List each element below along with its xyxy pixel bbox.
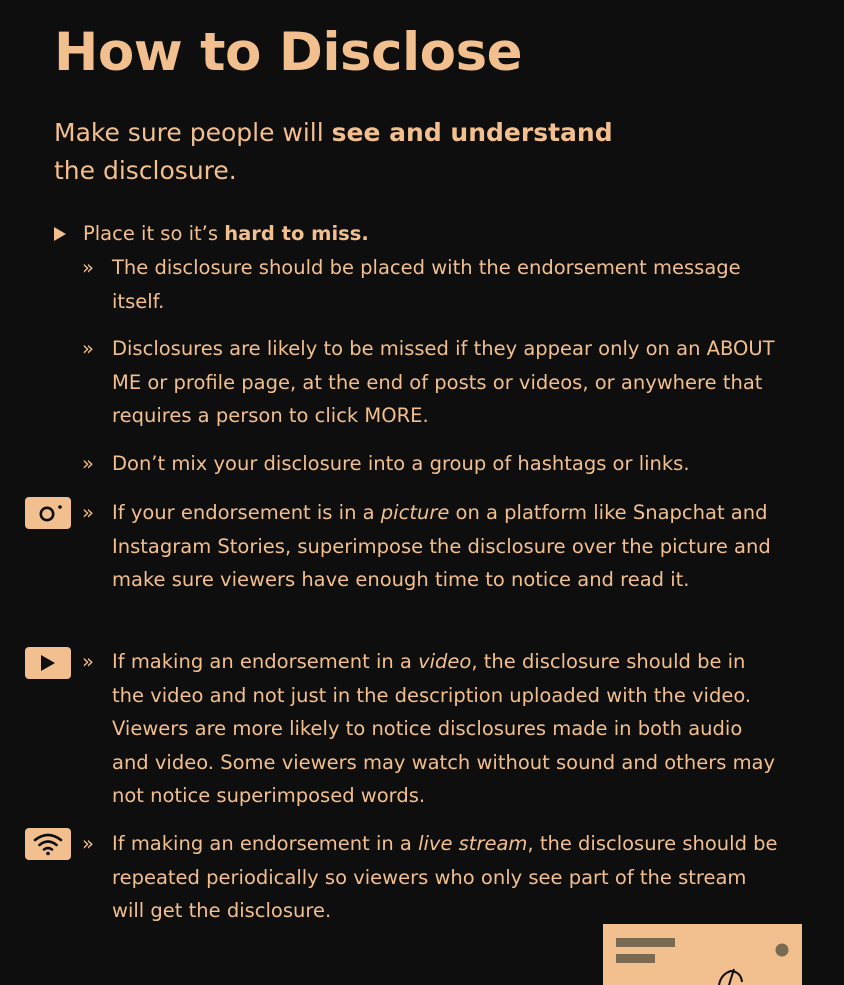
- list-item: [82, 496, 782, 597]
- list-item-emphasis: picture: [380, 501, 450, 524]
- page-title: How to Disclose: [54, 22, 523, 83]
- chevron-icon: »: [82, 501, 94, 524]
- triangle-bullet-icon: [54, 227, 66, 241]
- subtitle-text-1: Make sure people will: [54, 118, 332, 147]
- chevron-icon: »: [82, 256, 94, 279]
- chevron-icon: »: [82, 452, 94, 475]
- list-item: [82, 251, 782, 318]
- main-bullet: [54, 220, 369, 248]
- wifi-icon: [25, 828, 71, 860]
- list-item-text-before: If making an endorsement in a: [112, 650, 419, 673]
- camera-icon: [25, 497, 71, 529]
- subtitle-bold: see and understand: [331, 118, 613, 147]
- list-item-text-before: If making an endorsement in a: [112, 832, 419, 855]
- main-bullet-plain: Place it so it’s: [83, 222, 225, 245]
- main-bullet-text: [83, 222, 369, 245]
- list-item-text: Don’t mix your disclosure into a group of hashtags or links.: [112, 452, 690, 475]
- illustration-graphic: [603, 924, 802, 985]
- list-item-text: [112, 496, 782, 597]
- list-item-text-after: , the disclosure should be repeated periodically so viewers who only see part of the stream will get the disclosure.: [112, 832, 778, 922]
- main-bullet-bold: hard to miss.: [224, 222, 369, 245]
- list-item: [82, 332, 782, 433]
- list-item-text: Disclosures are likely to be missed if they appear only on an ABOUT ME or profile page, at the end of posts or videos, or anywhere that requires a person to click MORE.: [112, 337, 775, 427]
- list-item: [82, 827, 782, 928]
- subtitle-text-2: the disclosure.: [54, 156, 237, 185]
- video-play-icon: [25, 647, 71, 679]
- chevron-icon: »: [82, 337, 94, 360]
- list-item-emphasis: video: [418, 650, 472, 673]
- list-item-emphasis: live stream: [418, 832, 528, 855]
- list-item-text-after: , the disclosure should be in the video and not just in the description uploaded with the video. Viewers are more likely to notice disclosures made in both audio and video. Some viewers may watch without sound and others may not notice superimposed words.: [112, 650, 776, 807]
- list-item-text-after: on a platform like Snapchat and Instagram Stories, superimpose the disclosure over the picture and make sure viewers have enough time to notice and read it.: [112, 501, 771, 591]
- illustration-card: [603, 924, 802, 985]
- list-item: [82, 645, 782, 813]
- chevron-icon: »: [82, 650, 94, 673]
- list-item: [82, 447, 782, 481]
- list-item-text: The disclosure should be placed with the endorsement message itself.: [112, 256, 741, 313]
- list-item-text: [112, 645, 782, 813]
- subtitle: [54, 114, 674, 190]
- chevron-icon: »: [82, 832, 94, 855]
- list-item-text: [112, 827, 782, 928]
- list-item-text-before: If your endorsement is in a: [112, 501, 381, 524]
